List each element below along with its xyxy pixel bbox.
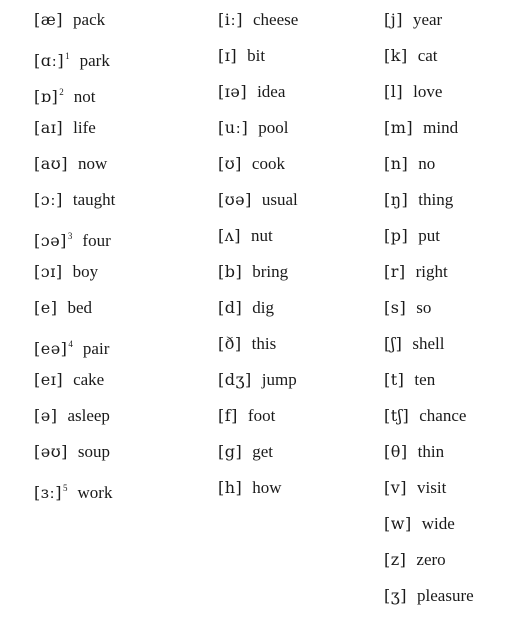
example-word: visit xyxy=(417,478,447,497)
footnote-marker: 2 xyxy=(59,87,64,97)
ipa-symbol: [ɔə] xyxy=(34,231,67,250)
example-word: foot xyxy=(247,406,276,425)
example-word: shell xyxy=(412,334,445,353)
ipa-symbol: [n] xyxy=(384,154,409,173)
phoneme-row xyxy=(34,39,115,75)
ipa-symbol: [eɪ] xyxy=(34,370,64,389)
phoneme-row xyxy=(218,39,298,75)
ipa-symbol: [əʊ] xyxy=(34,442,68,461)
phoneme-row xyxy=(384,579,474,615)
ipa-symbol: [ŋ] xyxy=(384,190,409,209)
ipa-symbol: [ð] xyxy=(218,334,242,353)
phoneme-row xyxy=(218,75,298,111)
example-word: put xyxy=(418,226,440,245)
phoneme-row xyxy=(384,507,474,543)
example-word: chance xyxy=(419,406,467,425)
footnote-marker: 3 xyxy=(67,231,73,241)
ipa-symbol: [aʊ] xyxy=(34,154,68,173)
phoneme-row xyxy=(218,3,298,39)
phoneme-row xyxy=(34,111,115,147)
example-word: bed xyxy=(67,298,92,317)
phoneme-row xyxy=(384,111,474,147)
ipa-symbol: [iː] xyxy=(218,10,243,29)
example-word: love xyxy=(413,82,443,101)
phoneme-row xyxy=(384,435,474,471)
phoneme-column-3 xyxy=(384,3,474,615)
ipa-symbol: [r] xyxy=(384,262,406,281)
example-word: bit xyxy=(247,46,266,65)
example-word: pleasure xyxy=(417,586,474,605)
ipa-symbol: [ɪə] xyxy=(218,82,248,101)
phoneme-row xyxy=(34,363,115,399)
example-word: life xyxy=(73,118,96,137)
footnote-marker: 1 xyxy=(65,51,70,61)
phoneme-row xyxy=(34,3,115,39)
example-word: no xyxy=(418,154,436,173)
example-word: boy xyxy=(72,262,99,281)
ipa-symbol: [ɪ] xyxy=(218,46,238,65)
example-word: bring xyxy=(252,262,289,281)
example-word: cook xyxy=(251,154,285,173)
ipa-symbol: [uː] xyxy=(218,118,249,137)
example-word: thing xyxy=(418,190,454,209)
ipa-symbol: [ʃ] xyxy=(384,334,403,353)
example-word: asleep xyxy=(67,406,110,425)
example-word: pack xyxy=(73,10,106,29)
ipa-symbol: [d] xyxy=(218,298,243,317)
ipa-symbol: [tʃ] xyxy=(384,406,410,425)
phoneme-row xyxy=(218,399,298,435)
phoneme-row xyxy=(34,75,115,111)
example-word: year xyxy=(412,10,443,29)
phoneme-row xyxy=(384,291,474,327)
example-word: work xyxy=(77,483,113,502)
phoneme-row xyxy=(384,183,474,219)
ipa-symbol: [f] xyxy=(218,406,238,425)
example-word: this xyxy=(251,334,277,353)
example-word: wide xyxy=(421,514,455,533)
ipa-symbol: [ɒ] xyxy=(34,87,59,106)
phoneme-column-1 xyxy=(34,3,115,507)
phoneme-row xyxy=(34,399,115,435)
example-word: so xyxy=(416,298,432,317)
example-word: pool xyxy=(258,118,289,137)
ipa-symbol: [æ] xyxy=(34,10,64,29)
phoneme-row xyxy=(34,471,115,507)
phoneme-row xyxy=(384,39,474,75)
phoneme-row xyxy=(34,147,115,183)
example-word: dig xyxy=(252,298,274,317)
ipa-symbol: [b] xyxy=(218,262,243,281)
phoneme-row xyxy=(218,327,298,363)
example-word: four xyxy=(82,231,111,250)
phoneme-row xyxy=(34,255,115,291)
phoneme-row xyxy=(34,327,115,363)
phoneme-row xyxy=(384,471,474,507)
example-word: park xyxy=(79,51,110,70)
phoneme-row xyxy=(384,75,474,111)
ipa-symbol: [s] xyxy=(384,298,407,317)
phoneme-row xyxy=(218,363,298,399)
ipa-symbol: [ʊə] xyxy=(218,190,252,209)
ipa-symbol: [ɔɪ] xyxy=(34,262,63,281)
ipa-symbol: [ʊ] xyxy=(218,154,242,173)
ipa-symbol: [j] xyxy=(384,10,403,29)
phoneme-row xyxy=(34,183,115,219)
example-word: cat xyxy=(417,46,438,65)
phoneme-row xyxy=(384,147,474,183)
phoneme-row xyxy=(218,291,298,327)
phoneme-row xyxy=(218,255,298,291)
ipa-symbol: [eə] xyxy=(34,339,68,358)
example-word: cake xyxy=(73,370,105,389)
example-word: not xyxy=(73,87,96,106)
example-word: taught xyxy=(72,190,116,209)
phoneme-row xyxy=(218,435,298,471)
ipa-symbol: [k] xyxy=(384,46,408,65)
ipa-symbol: [t] xyxy=(384,370,405,389)
example-word: pair xyxy=(82,339,110,358)
ipa-symbol: [θ] xyxy=(384,442,408,461)
ipa-symbol: [ə] xyxy=(34,406,58,425)
ipa-symbol: [w] xyxy=(384,514,412,533)
ipa-symbol: [m] xyxy=(384,118,414,137)
phoneme-row xyxy=(384,327,474,363)
example-word: nut xyxy=(251,226,273,245)
ipa-symbol: [dʒ] xyxy=(218,370,252,389)
phoneme-row xyxy=(218,111,298,147)
ipa-symbol: [g] xyxy=(218,442,243,461)
example-word: get xyxy=(252,442,274,461)
phoneme-row xyxy=(34,291,115,327)
example-word: now xyxy=(77,154,108,173)
ipa-symbol: [ɔː] xyxy=(34,190,63,209)
phoneme-column-2 xyxy=(218,3,298,507)
ipa-symbol: [l] xyxy=(384,82,404,101)
ipa-symbol: [ʒ] xyxy=(384,586,408,605)
ipa-symbol: [ɜː] xyxy=(34,483,63,502)
phoneme-row xyxy=(384,3,474,39)
ipa-symbol: [aɪ] xyxy=(34,118,64,137)
phoneme-row xyxy=(34,435,115,471)
phoneme-row xyxy=(384,399,474,435)
example-word: cheese xyxy=(253,10,299,29)
example-word: idea xyxy=(257,82,286,101)
phoneme-row xyxy=(218,219,298,255)
phoneme-row xyxy=(218,471,298,507)
phoneme-row xyxy=(384,219,474,255)
phoneme-row xyxy=(34,219,115,255)
ipa-symbol: [h] xyxy=(218,478,243,497)
ipa-symbol: [e] xyxy=(34,298,58,317)
example-word: usual xyxy=(261,190,298,209)
example-word: right xyxy=(415,262,448,281)
example-word: jump xyxy=(261,370,297,389)
example-word: how xyxy=(252,478,282,497)
example-word: zero xyxy=(416,550,446,569)
example-word: soup xyxy=(77,442,110,461)
footnote-marker: 5 xyxy=(63,483,68,493)
phoneme-row xyxy=(384,363,474,399)
example-word: thin xyxy=(417,442,445,461)
ipa-symbol: [z] xyxy=(384,550,407,569)
example-word: ten xyxy=(414,370,436,389)
ipa-symbol: [p] xyxy=(384,226,409,245)
phoneme-row xyxy=(384,543,474,579)
phoneme-row xyxy=(218,147,298,183)
footnote-marker: 4 xyxy=(68,339,73,349)
ipa-symbol: [ɑː] xyxy=(34,51,65,70)
example-word: mind xyxy=(423,118,459,137)
ipa-symbol: [ʌ] xyxy=(218,226,242,245)
phoneme-row xyxy=(384,255,474,291)
ipa-symbol: [v] xyxy=(384,478,408,497)
phoneme-row xyxy=(218,183,298,219)
